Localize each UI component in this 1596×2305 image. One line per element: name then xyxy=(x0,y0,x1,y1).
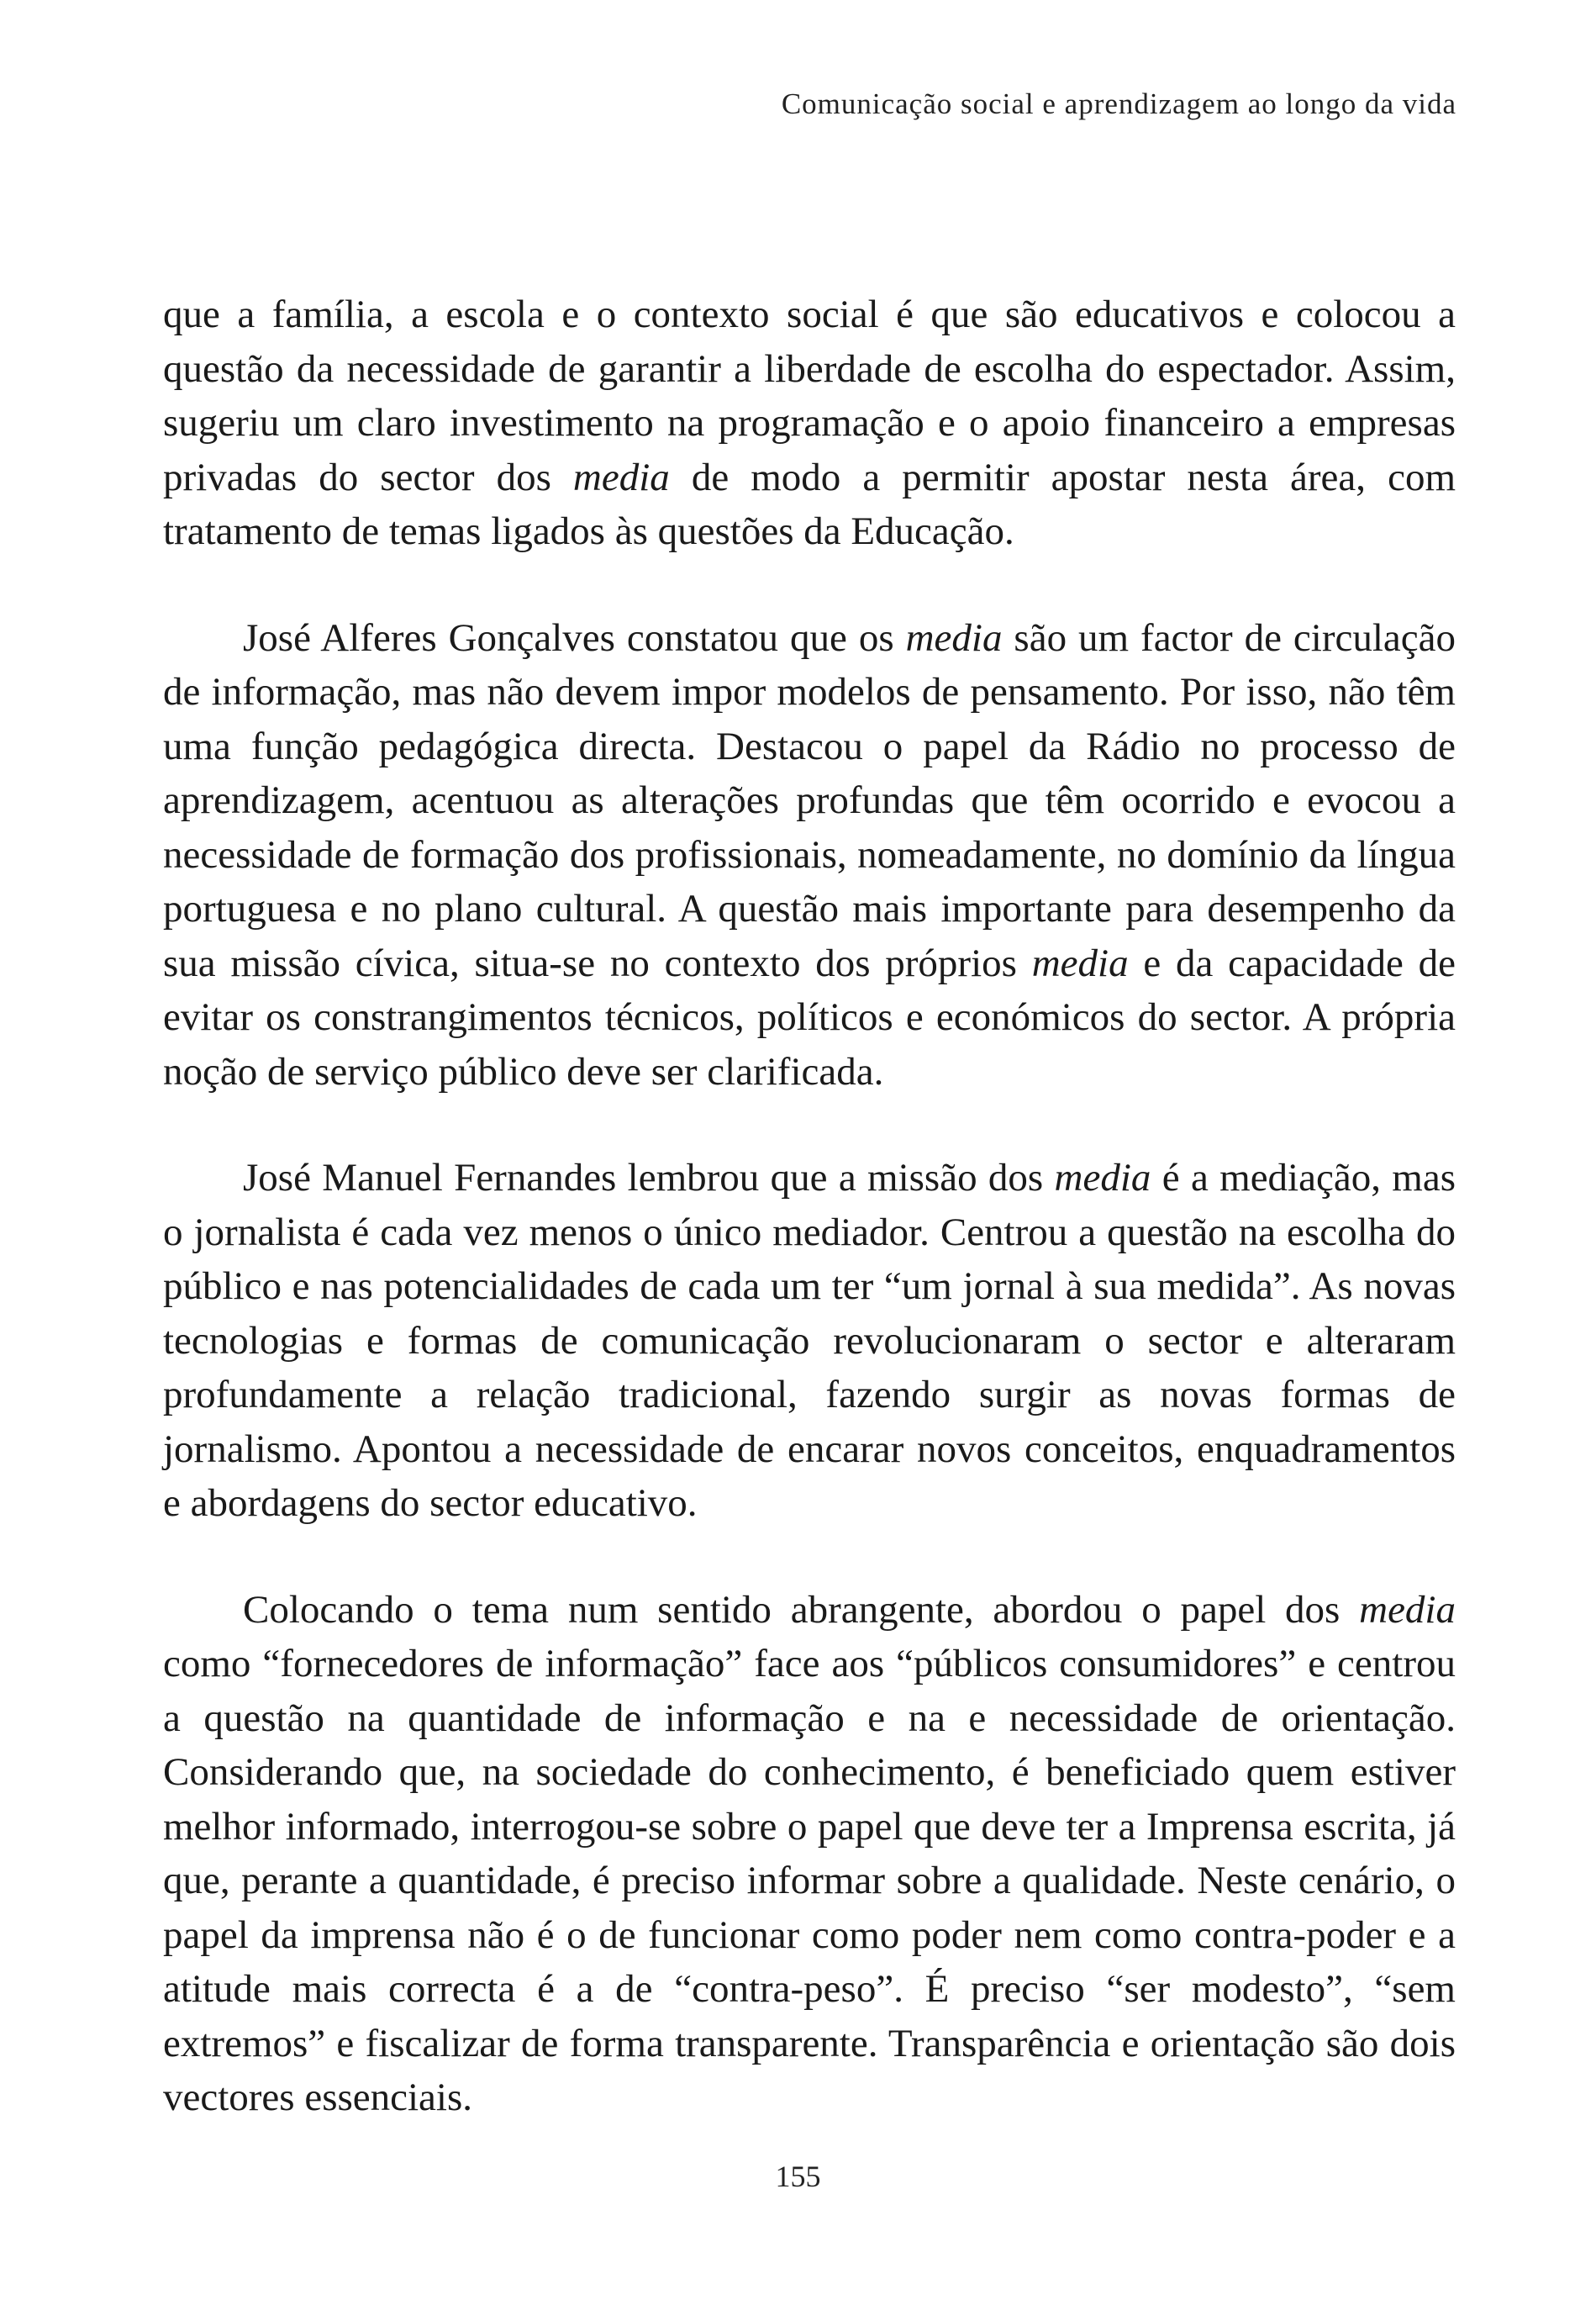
running-header: Comunicação social e aprendizagem ao longo da vida xyxy=(781,87,1456,120)
paragraph-text: é a mediação, mas o jornalista é cada vez menos o único mediador. Centrou a questão na escolha do público e nas potencialidades de cada um ter “um jornal à sua medida”. As novas tecnologias e formas de comunicação revolucionaram o sector e alteraram profundamente a relação tradicional, fazendo surgir as novas formas de jornalismo. Apontou a necessidade de encarar novos conceitos, enquadramentos e abordagens do sector educativo. xyxy=(163,1156,1456,1525)
paragraph-text: de modo a permitir apostar nesta área, com tratamento de temas ligados às questões da Educação. xyxy=(163,455,1456,553)
paragraph-text: Colocando o tema num sentido abrangente, abordou o papel dos xyxy=(243,1587,1360,1632)
italic-term: media xyxy=(1054,1156,1151,1200)
paragraph-text: como “fornecedores de informação” face aos “públicos consumidores” e centrou a questão na quantidade de informação e na e necessidade de orientação. Considerando que, na sociedade do conhecimento, é beneficiado quem estiver melhor informado, interrogou-se sobre o papel que deve ter a Imprensa escrita, já que, perante a quantidade, é preciso informar sobre a qualidade. Neste cenário, o papel da imprensa não é o de funcionar como poder nem como contra-poder e a atitude mais correcta é a de “contra-peso”. É preciso “ser modesto”, “sem extremos” e fiscalizar de forma transparente. Transparência e orientação são dois vectores essenciais. xyxy=(163,1642,1456,2119)
italic-term: media xyxy=(1031,941,1129,985)
paragraph-text: e da capacidade de evitar os constrangimentos técnicos, políticos e económicos do sector. A própria noção de serviço público deve ser clarificada. xyxy=(163,941,1456,1094)
italic-term: media xyxy=(572,455,670,499)
paragraph xyxy=(163,287,1456,559)
paragraph-text: que a família, a escola e o contexto social é que são educativos e colocou a questão da necessidade de garantir a liberdade de escolha do espectador. Assim, sugeriu um claro investimento na programação e o apoio financeiro a empresas privadas do sector dos xyxy=(163,293,1456,499)
italic-term: media xyxy=(1359,1587,1456,1632)
paragraph-text: José Alferes Gonçalves constatou que os xyxy=(243,615,906,660)
italic-term: media xyxy=(905,615,1003,660)
page-body xyxy=(163,287,1456,2177)
page-number: 155 xyxy=(775,2160,821,2193)
paragraph-text: são um factor de circulação de informação, mas não devem impor modelos de pensamento. Por isso, não têm uma função pedagógica directa. Destacou o papel da Rádio no processo de aprendizagem, acentuou as alterações profundas que têm ocorrido e evocou a necessidade de formação dos profissionais, nomeadamente, no domínio da língua portuguesa e no plano cultural. A questão mais importante para desempenho da sua missão cívica, situa-se no contexto dos próprios xyxy=(163,615,1456,985)
paragraph xyxy=(163,611,1456,1100)
paragraph-text: José Manuel Fernandes lembrou que a missão dos xyxy=(243,1156,1055,1200)
paragraph xyxy=(163,1583,1456,2125)
paragraph xyxy=(163,1151,1456,1531)
